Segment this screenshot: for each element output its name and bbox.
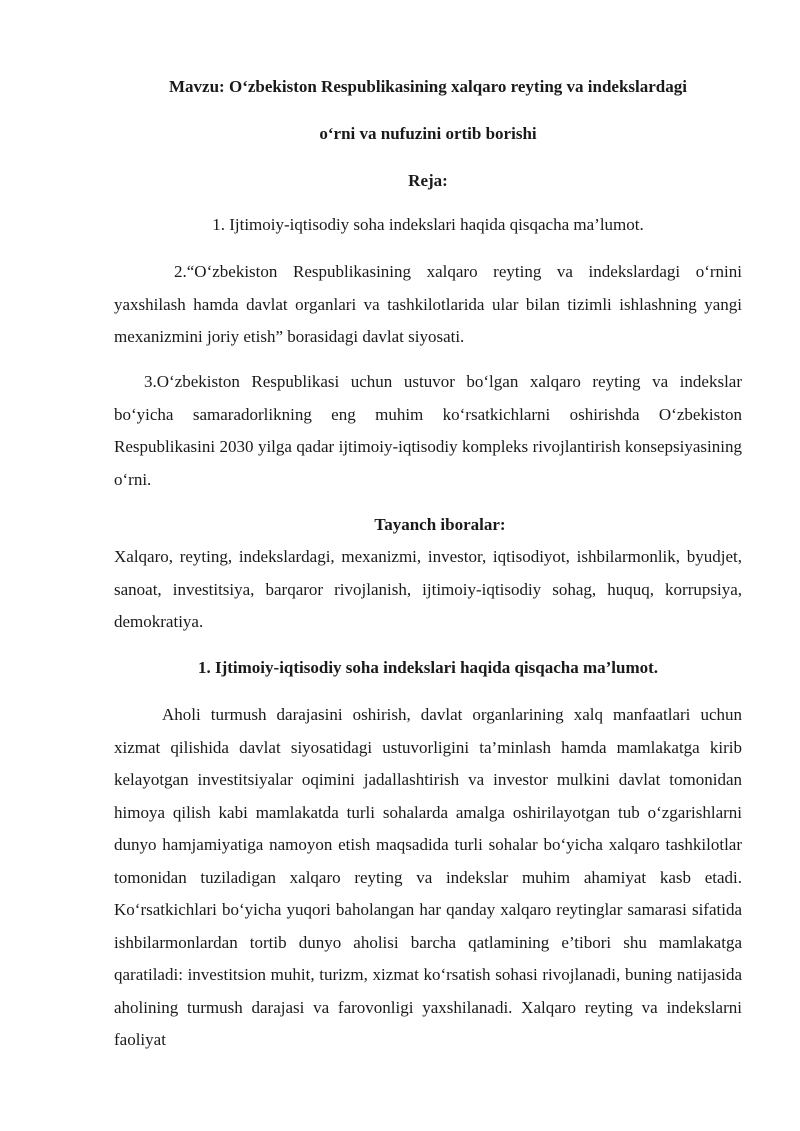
title-line-1: Mavzu: O‘zbekiston Respublikasining xalqaro reyting va indekslardagi (169, 77, 687, 96)
plan-item-3: 3.O‘zbekiston Respublikasi uchun ustuvor bo‘lgan xalqaro reyting va indekslar bo‘yicha samaradorlikning eng muhim ko‘rsatkichlarni oshirishda O‘zbekiston Respublikasini 2030 yilga qadar ijtimoiy-iqtisodiy kompleks rivojlantirish konsepsiyasining o‘rni. (114, 372, 742, 489)
keywords-text: Xalqaro, reyting, indekslardagi, mexanizmi, investor, iqtisodiyot, ishbilarmonlik, byudjet, sanoat, investitsiya, barqaror rivojlanish, ijtimoiy-iqtisodiy sohag, huquq, korrupsiya, demokratiya. (114, 547, 742, 631)
plan-item-2: 2.“O‘zbekiston Respublikasining xalqaro reyting va indekslardagi o‘rnini yaxshilash hamda davlat organlari va tashkilotlarida ular bilan tizimli ishlashning yangi mexanizmini joriy etish” borasidagi davlat siyosati. (114, 262, 742, 346)
section-1-body: Aholi turmush darajasini oshirish, davlat organlarining xalq manfaatlari uchun xizmat qilishida davlat siyosatidagi ustuvorligini ta’minlash hamda mamlakatga kirib kelayotgan investitsiyalar oqimini jadallashtirish va investor mulkini davlat tomonidan himoya qilish kabi mamlakatda turli sohalarda amalga oshirilayotgan tub o‘zgarishlarni dunyo hamjamiyatiga namoyon etish maqsadida turli sohalar bo‘yicha xalqaro tashkilotlar tomonidan tuziladigan xalqaro reyting va indekslar muhim ahamiyat kasb etadi. Ko‘rsatkichlari bo‘yicha yuqori baholangan har qanday xalqaro reytinglar samarasi sifatida ishbilarmonlardan tortib dunyo aholisi barcha qatlamining e’tibori shu mamlakatga qaratiladi: investitsion muhit, turizm, xizmat ko‘rsatish sohasi rivojlanadi, buning natijasida aholining turmush darajasi va farovonligi yaxshilanadi. Xalqaro reyting va indekslarni faoliyat (114, 705, 742, 1049)
title-line-2: o‘rni va nufuzini ortib borishi (319, 124, 537, 143)
keywords-heading: Tayanch iboralar: (374, 515, 506, 534)
plan-heading: Reja: (408, 171, 448, 190)
section-1-heading: 1. Ijtimoiy-iqtisodiy soha indekslari haqida qisqacha ma’lumot. (197, 658, 659, 677)
plan-item-1: 1. Ijtimoiy-iqtisodiy soha indekslari haqida qisqacha ma’lumot. (212, 215, 644, 234)
